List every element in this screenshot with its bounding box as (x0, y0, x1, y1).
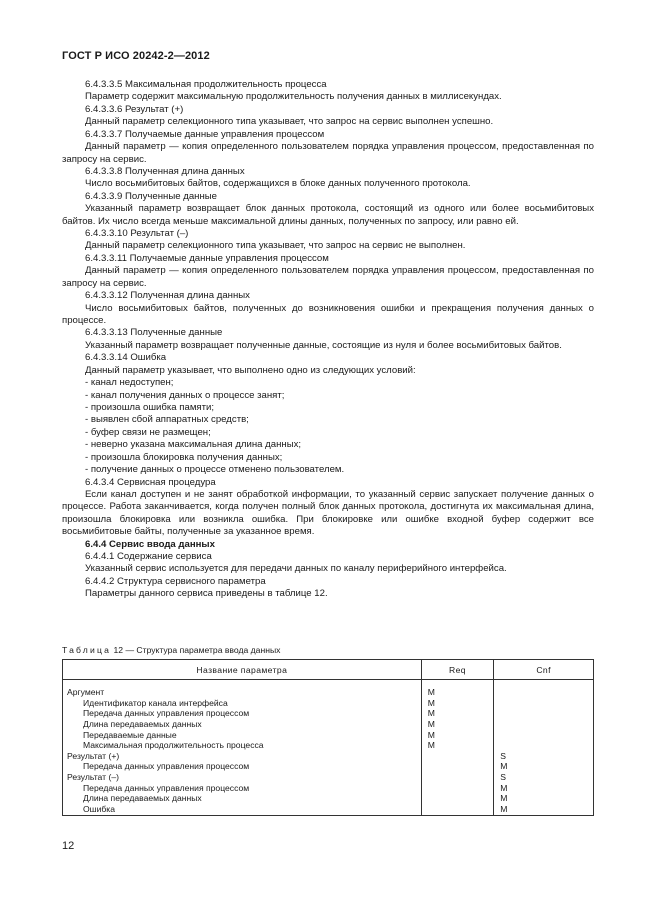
row-parameter-name: Результат (+) (67, 750, 120, 761)
table-caption-label: Таблица (62, 645, 112, 655)
row-cnf-value: M (500, 782, 508, 793)
paragraph: Данный параметр — копия определенного пользователем порядка управления процессом, предоставленная по запросу на сервис. (62, 265, 594, 289)
paragraph: 6.4.3.4 Сервисная процедура (85, 476, 216, 488)
row-cnf-value (494, 698, 593, 709)
paragraph: 6.4.3.3.5 Максимальная продолжительность процесса (85, 79, 327, 90)
row-req-value: M (427, 697, 435, 708)
row-parameter-name: Ошибка (83, 804, 116, 815)
paragraph: - произошла блокировка получения данных; (85, 451, 283, 463)
row-cnf-value (494, 730, 593, 741)
row-cnf-value: M (500, 761, 508, 772)
body-text (62, 79, 594, 601)
parameter-table (62, 659, 594, 816)
paragraph: Данный параметр селекционного типа указывает, что запрос на сервис не выполнен. (85, 240, 466, 252)
paragraph: 6.4.4 Сервис ввода данных (85, 538, 215, 550)
row-req-value: M (427, 718, 435, 729)
row-parameter-name: Аргумент (67, 687, 105, 697)
paragraph: Данный параметр — копия определенного пользователем порядка управления процессом, предоставленная по запросу на сервис. (62, 141, 594, 165)
column-parameter-name (63, 687, 422, 815)
row-req-value (422, 772, 494, 783)
paragraph: 6.4.3.3.8 Полученная длина данных (85, 165, 245, 177)
row-parameter-name: Длина передаваемых данных (83, 718, 202, 729)
row-parameter-name: Передача данных управления процессом (83, 782, 250, 793)
paragraph: Указанный параметр возвращает полученные данные, состоящие из нуля и более восьмибитовых байтов. (85, 339, 562, 351)
row-req-value (422, 804, 494, 815)
paragraph: 6.4.3.3.13 Полученные данные (85, 327, 223, 339)
row-cnf-value (494, 740, 593, 751)
paragraph: Число восьмибитовых байтов, содержащихся в блоке данных полученного протокола. (85, 178, 471, 190)
paragraph: 6.4.3.3.12 Полученная длина данных (85, 290, 250, 302)
paragraph: Если канал доступен и не занят обработкой информации, то указанный сервис запускает получение данных о процессе. Работа заканчивается, когда получен полный блок данных протокола, достигнута их максимальная длина, произошла блокировка или возникла ошибка. При блокировке или ошибке входной буфер содержит все восьмибитовые байты, полученные за указанное время. (62, 488, 594, 538)
paragraph: 6.4.3.3.6 Результат (+) (85, 103, 184, 115)
page-number: 12 (62, 840, 75, 852)
paragraph: 6.4.3.3.11 Получаемые данные управления процессом (85, 252, 329, 264)
column-req (421, 687, 494, 815)
row-req-value: M (427, 687, 435, 697)
row-req-value: M (427, 740, 435, 751)
row-cnf-value: M (500, 793, 508, 804)
paragraph: 6.4.3.3.7 Получаемые данные управления процессом (85, 128, 325, 140)
paragraph: - канал получения данных о процессе занят; (85, 389, 285, 401)
row-req-value (422, 751, 494, 762)
row-parameter-name: Результат (–) (67, 772, 119, 783)
paragraph: - выявлен сбой аппаратных средств; (85, 414, 249, 426)
paragraph: 6.4.3.3.10 Результат (–) (85, 228, 189, 240)
paragraph: - неверно указана максимальная длина данных; (85, 439, 302, 451)
row-req-value (422, 761, 494, 772)
paragraph: 6.4.3.3.14 Ошибка (85, 352, 167, 364)
row-cnf-value: S (500, 772, 506, 783)
paragraph: Указанный параметр возвращает блок данных протокола, состоящий из одного или более восьмибитовых байтов. Их число всегда меньше максимальной длины данных, полученных по запросу, или равно ей. (62, 203, 594, 227)
row-req-value: M (427, 708, 435, 719)
row-req-value: M (427, 729, 435, 740)
paragraph: - произошла ошибка памяти; (85, 401, 215, 413)
paragraph: 6.4.4.2 Структура сервисного параметра (85, 575, 266, 587)
paragraph: Параметр содержит максимальную продолжительность получения данных в миллисекундах. (85, 91, 502, 103)
row-req-value (422, 783, 494, 794)
paragraph: Данный параметр селекционного типа указывает, что запрос на сервис выполнен успешно. (85, 116, 494, 128)
header-parameter-name: Название параметра (63, 660, 422, 680)
paragraph: - буфер связи не размещен; (85, 426, 211, 438)
paragraph: - получение данных о процессе отменено пользователем. (85, 464, 345, 476)
row-parameter-name: Передаваемые данные (83, 729, 177, 740)
paragraph: 6.4.3.3.9 Полученные данные (85, 190, 218, 202)
paragraph: Данный параметр указывает, что выполнено одно из следующих условий: (85, 364, 416, 376)
table-caption (62, 645, 280, 655)
paragraph: - канал недоступен; (85, 377, 174, 389)
column-cnf (494, 687, 594, 815)
paragraph: Указанный сервис используется для передачи данных по каналу периферийного интерфейса. (85, 563, 507, 575)
row-parameter-name: Передача данных управления процессом (83, 708, 250, 719)
row-parameter-name: Передача данных управления процессом (83, 761, 250, 772)
row-req-value (422, 793, 494, 804)
row-parameter-name: Максимальная продолжительность процесса (83, 740, 264, 751)
row-cnf-value (494, 719, 593, 730)
header-cnf: Cnf (494, 660, 594, 680)
row-cnf-value (494, 687, 593, 698)
row-parameter-name: Длина передаваемых данных (83, 793, 202, 804)
table-caption-text: 12 — Структура параметра ввода данных (111, 645, 281, 655)
paragraph: Параметры данного сервиса приведены в таблице 12. (85, 588, 328, 600)
row-cnf-value: S (500, 750, 506, 761)
document-header: ГОСТ Р ИСО 20242-2—2012 (62, 50, 210, 62)
row-parameter-name: Идентификатор канала интерфейса (83, 697, 228, 708)
paragraph: Число восьмибитовых байтов, полученных до возникновения ошибки и прекращения получения данных о процессе. (62, 302, 594, 327)
row-cnf-value (494, 708, 593, 719)
paragraph: 6.4.4.1 Содержание сервиса (85, 551, 212, 563)
header-req: Req (421, 660, 494, 680)
row-cnf-value: M (500, 804, 508, 815)
